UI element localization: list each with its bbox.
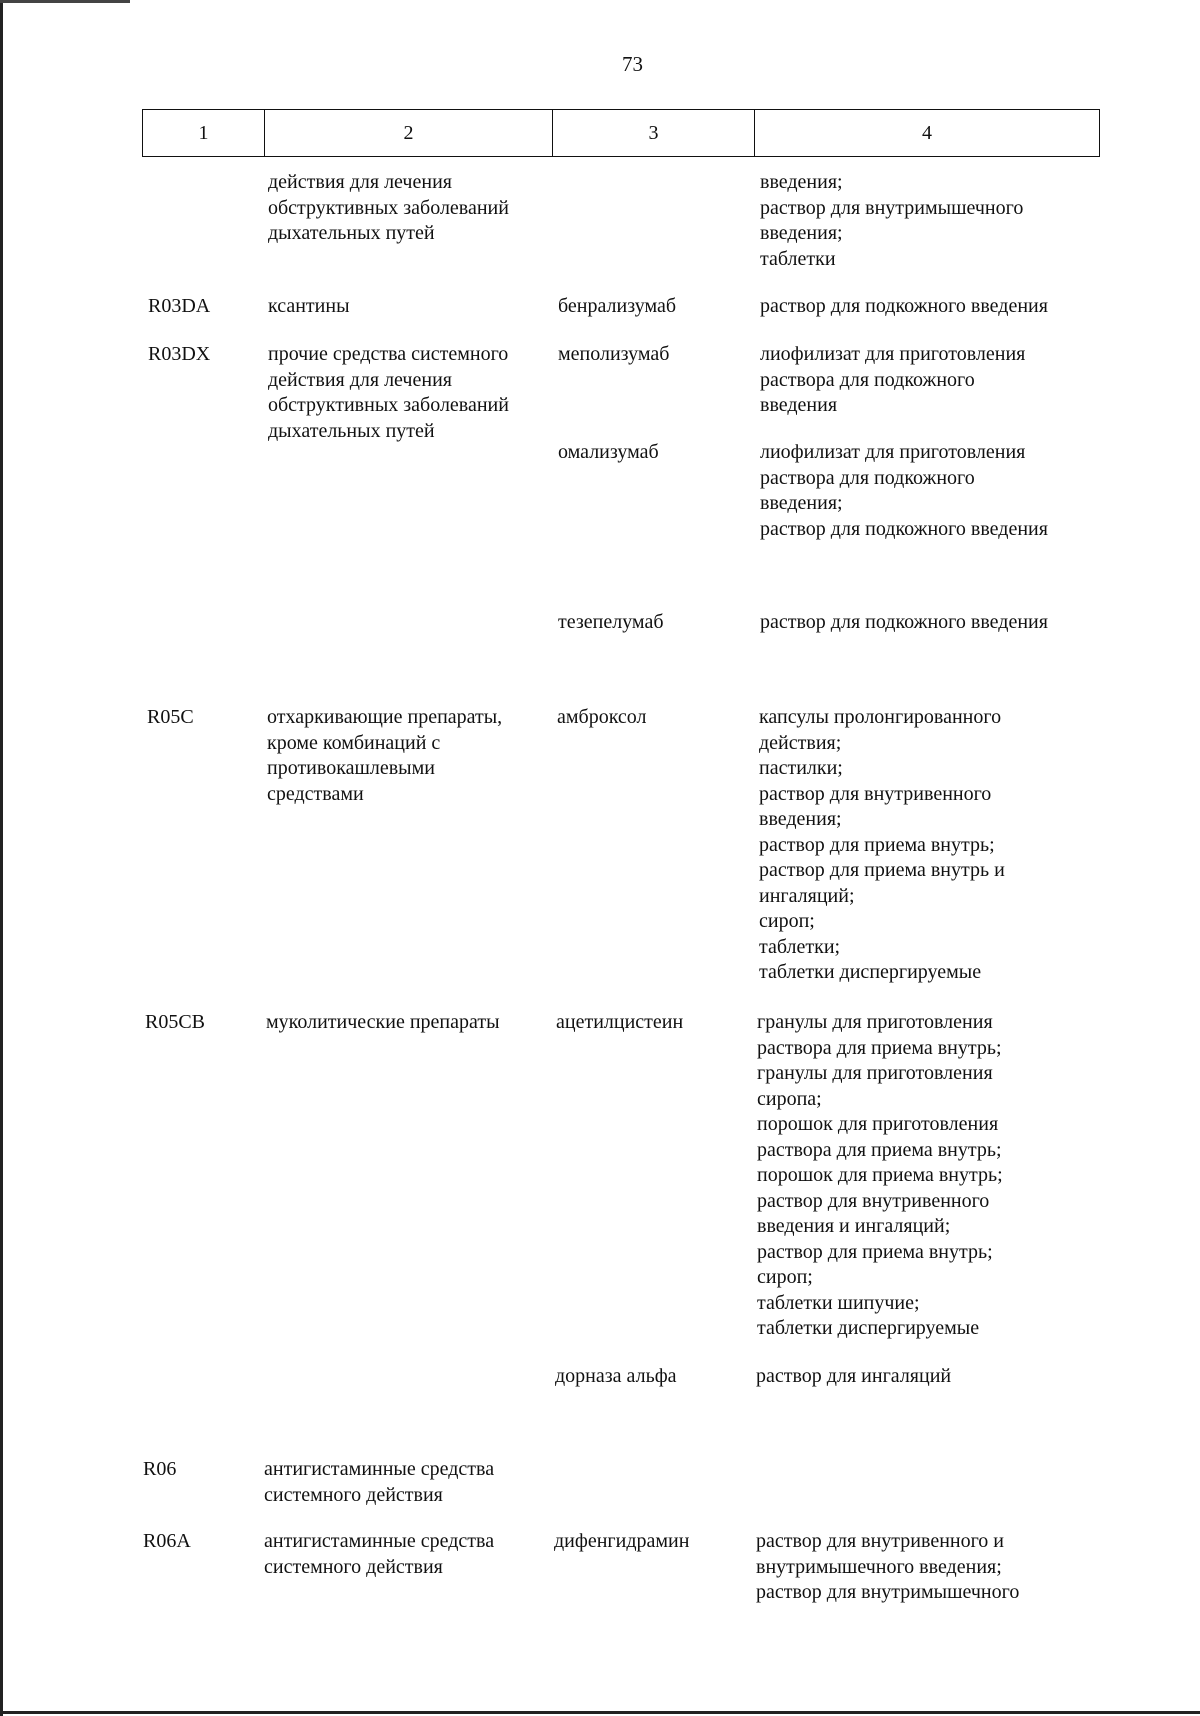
row-group-cell: ксантины <box>268 295 350 317</box>
row-code-cell: R06 <box>143 1458 177 1480</box>
row-group-cell: действия для лечения обструктивных заболеваний дыхательных путей <box>268 171 509 244</box>
row-drug-cell: меполизумаб <box>558 343 670 365</box>
row-form-cell: капсулы пролонгированного действия; пастилки; раствор для внутривенного введения; раствор для приема внутрь; раствор для приема внутрь и ингаляций; сироп; таблетки; таблетки диспергируемые <box>759 706 1005 983</box>
row-form-cell: гранулы для приготовления раствора для приема внутрь; гранулы для приготовления сиропа; порошок для приготовления раствора для приема внутрь; порошок для приема внутрь; раствор для внутривенного введения и ингаляций; раствор для приема внутрь; сироп; таблетки шипучие; таблетки диспергируемые <box>757 1011 1003 1339</box>
row-form-cell: лиофилизат для приготовления раствора для подкожного введения; раствор для подкожного введения <box>760 441 1048 540</box>
row-group-cell: отхаркивающие препараты, кроме комбинаций с противокашлевыми средствами <box>267 706 503 805</box>
row-drug-cell: дорназа альфа <box>555 1365 677 1387</box>
row-group-cell: антигистаминные средства системного действия <box>264 1458 495 1506</box>
row-code-cell: R05CB <box>145 1011 206 1033</box>
row-drug-cell: дифенгидрамин <box>554 1530 690 1552</box>
row-group-cell: прочие средства системного действия для лечения обструктивных заболеваний дыхательных путей <box>268 343 509 442</box>
header-cell-4: 4 <box>922 121 932 144</box>
header-cell-1: 1 <box>143 110 265 156</box>
page-number: 73 <box>622 52 643 76</box>
row-drug-cell: тезепелумаб <box>558 611 664 633</box>
row-drug-cell: ацетилцистеин <box>556 1011 684 1033</box>
row-code-cell: R05C <box>147 706 194 728</box>
row-drug-cell: амброксол <box>557 706 647 728</box>
row-code-cell: R03DX <box>148 343 211 365</box>
row-form-cell: введения; раствор для внутримышечного введения; таблетки <box>760 171 1024 270</box>
row-group-cell: муколитические препараты <box>266 1011 500 1033</box>
header-cell-3: 3 <box>553 110 755 156</box>
row-drug-cell: омализумаб <box>558 441 659 463</box>
row-group-cell: антигистаминные средства системного действия <box>264 1530 495 1578</box>
row-form-cell: раствор для внутривенного и внутримышечного введения; раствор для внутримышечного <box>756 1530 1020 1603</box>
row-form-cell: лиофилизат для приготовления раствора для подкожного введения <box>760 343 1026 416</box>
row-code-cell: R03DA <box>148 295 211 317</box>
row-form-cell: раствор для ингаляций <box>756 1365 952 1387</box>
header-cell-2: 2 <box>265 110 553 156</box>
row-code-cell: R06A <box>143 1530 191 1552</box>
row-form-cell: раствор для подкожного введения <box>760 295 1048 317</box>
row-drug-cell: бенрализумаб <box>558 295 677 317</box>
row-form-cell: раствор для подкожного введения <box>760 611 1048 633</box>
